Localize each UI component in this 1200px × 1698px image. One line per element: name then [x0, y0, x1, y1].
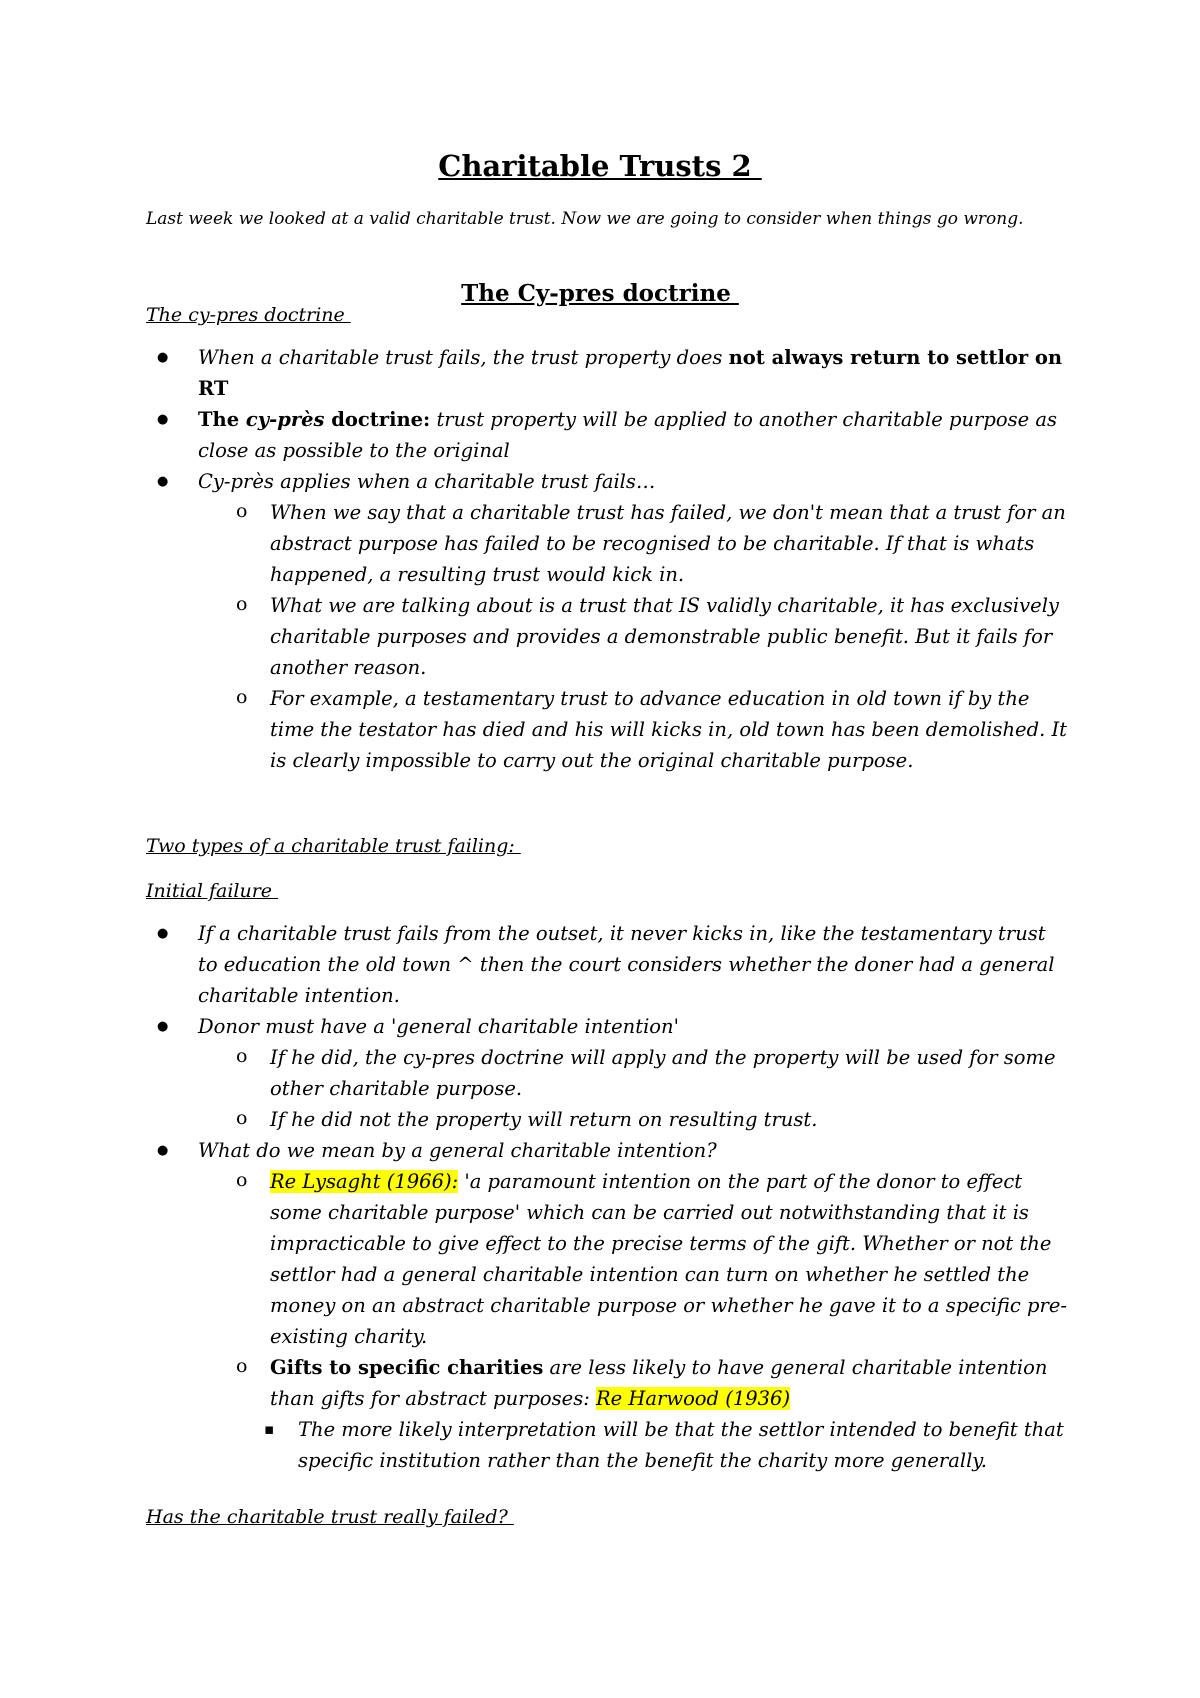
list-item-text: are less likely to have general charitable intention than gifts for abstract purposes:	[270, 1356, 1048, 1410]
subheading-two-types: Two types of a charitable trust failing:	[146, 835, 521, 857]
list-item: o If he did, the cy-pres doctrine will apply and the property will be used for some other charitable purpose.	[0, 1042, 1200, 1104]
list-item-bold: Gifts to specific charities	[270, 1356, 544, 1379]
list-item: o When we say that a charitable trust has failed, we don't mean that a trust for an abstract purpose has failed to be recognised to be charitable. If that is whats happened, a resulting trust would kick in.	[0, 497, 1200, 590]
list-item-text: 'a paramount intention on the part of the donor to effect some charitable purpose' which can be carried out notwithstanding that it is impracticable to give effect to the precise terms of the gift. Whether or not the settlor had a general charitable intention can turn on whether he settled the money on an abstract charitable purpose or whether he gave it to a specific pre-existing charity.	[270, 1170, 1067, 1348]
case-citation-highlight: Re Harwood (1936)	[596, 1387, 791, 1410]
list-item-bold: doctrine:	[324, 408, 431, 431]
document-title-text: Charitable Trusts 2	[438, 149, 762, 183]
initial-failure-list	[0, 918, 1200, 1476]
subheading-really-failed: Has the charitable trust really failed?	[146, 1506, 514, 1528]
subheading-cy-pres: The cy-pres doctrine	[146, 304, 351, 326]
list-item-bold: The	[198, 408, 246, 431]
list-item-text: trust property will be applied to another charitable purpose as close as possible to the original	[198, 408, 1057, 462]
list-item-bold-italic: cy-près	[245, 408, 325, 431]
section-title-text: The Cy-pres doctrine	[461, 280, 739, 307]
subheading-initial-failure: Initial failure	[146, 880, 279, 902]
list-item: ● Cy-près applies when a charitable trust fails…	[0, 466, 1200, 497]
list-item	[0, 404, 1200, 466]
list-item-bold: not always return to settlor on RT	[198, 346, 1063, 400]
list-item: o For example, a testamentary trust to advance education in old town if by the time the testator has died and his will kicks in, old town has been demolished. It is clearly impossible to carry out the original charitable purpose.	[0, 683, 1200, 776]
intro-paragraph: Last week we looked at a valid charitable trust. Now we are going to consider when things go wrong.	[146, 209, 1024, 229]
list-item: o What we are talking about is a trust that IS validly charitable, it has exclusively charitable purposes and provides a demonstrable public benefit. But it fails for another reason.	[0, 590, 1200, 683]
list-item-text: When a charitable trust fails, the trust property does	[198, 346, 729, 369]
case-citation-highlight: Re Lysaght (1966):	[270, 1170, 459, 1193]
cy-pres-list	[0, 342, 1200, 776]
document-title	[0, 146, 1200, 186]
list-item: ● Donor must have a 'general charitable intention'	[0, 1011, 1200, 1042]
list-item	[0, 1352, 1200, 1414]
list-item	[0, 342, 1200, 404]
list-item: ● What do we mean by a general charitable intention?	[0, 1135, 1200, 1166]
list-item: ● If a charitable trust fails from the outset, it never kicks in, like the testamentary trust to education the old town ^ then the court considers whether the doner had a general charitable intention.	[0, 918, 1200, 1011]
list-item: ▪ The more likely interpretation will be that the settlor intended to benefit that specific institution rather than the benefit the charity more generally.	[0, 1414, 1200, 1476]
list-item	[0, 1166, 1200, 1352]
list-item: o If he did not the property will return on resulting trust.	[0, 1104, 1200, 1135]
